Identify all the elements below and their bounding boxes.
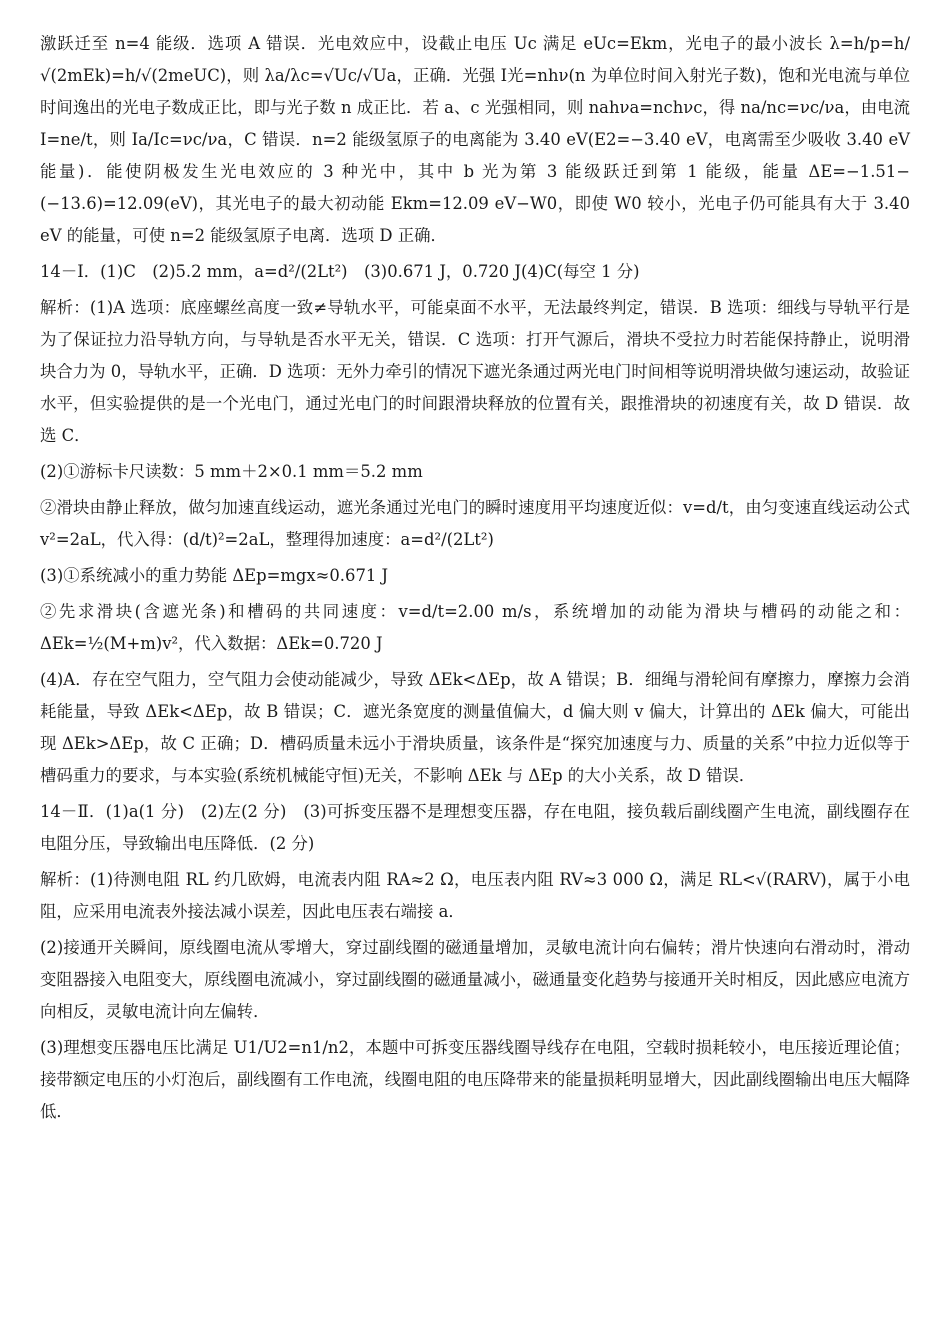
analysis-14-1-part1: 解析：(1)A 选项：底座螺丝高度一致≠导轨水平，可能桌面不水平，无法最终判定，错误．B 选项：细线与导轨平行是为了保证拉力沿导轨方向，与导轨是否水平无关，错误．C 选项：打开气源后，滑块不受拉力时若能保持静止，说明滑块合力为 0，导轨水平，正确．D 选项：无外力牵引的情况下遮光条通过两光电门时间相等说明滑块做匀速运动，故验证水平，但实验提供的是一个光电门，通过光电门的时间跟滑块释放的位置有关，跟推滑块的初速度有关，故 D 错误．故选 C．	[40, 297, 910, 445]
analysis-14-1-part3a: (3)①系统减小的重力势能 ΔEp=mgx≈0.671 J	[40, 565, 389, 585]
analysis-14-1-part4: (4)A．存在空气阻力，空气阻力会使动能减少，导致 ΔEk<ΔEp，故 A 错误；B．细绳与滑轮间有摩擦力，摩擦力会消耗能量，导致 ΔEk<ΔEp，故 B 错误；C．遮光条宽度的测量值偏大，d 偏大则 v 偏大，计算出的 ΔEk 偏大，可能出现 ΔEk>ΔEp，故 C 正确；D．槽码质量未远小于滑块质量，该条件是“探究加速度与力、质量的关系”中拉力近似等于槽码重力的要求，与本实验(系统机械能守恒)无关，不影响 ΔEk 与 ΔEp 的大小关系，故 D 错误．	[40, 669, 910, 785]
answer-14-2: 14－Ⅱ．(1)a(1 分) (2)左(2 分) (3)可拆变压器不是理想变压器，存在电阻，接负载后副线圈产生电流，副线圈存在电阻分压，导致输出电压降低．(2 分)	[40, 801, 910, 853]
analysis-14-2-part2: (2)接通开关瞬间，原线圈电流从零增大，穿过副线圈的磁通量增加，灵敏电流计向右偏转；滑片快速向右滑动时，滑动变阻器接入电阻变大，原线圈电流减小，穿过副线圈的磁通量减小，磁通量变化趋势与接通开关时相反，因此感应电流方向相反，灵敏电流计向左偏转．	[40, 937, 910, 1021]
analysis-14-2-part1: 解析：(1)待测电阻 RL 约几欧姆，电流表内阻 RA≈2 Ω，电压表内阻 RV≈3 000 Ω，满足 RL<√(RARV)，属于小电阻，应采用电流表外接法减小误差，因此电压表右端接 a．	[40, 869, 910, 921]
analysis-14-2-part3: (3)理想变压器电压比满足 U1/U2=n1/n2，本题中可拆变压器线圈导线存在电阻，空载时损耗较小，电压接近理论值；接带额定电压的小灯泡后，副线圈有工作电流，线圈电阻的电压降带来的能量损耗明显增大，因此副线圈输出电压大幅降低．	[40, 1037, 910, 1121]
answer-14-1: 14－Ⅰ．(1)C (2)5.2 mm，a=d²/(2Lt²) (3)0.671 J，0.720 J(4)C(每空 1 分)	[40, 261, 640, 281]
analysis-14-1-part3b: ②先求滑块(含遮光条)和槽码的共同速度：v=d/t=2.00 m/s，系统增加的动能为滑块与槽码的动能之和：ΔEk=½(M+m)v²，代入数据：ΔEk=0.720 J	[40, 601, 910, 653]
analysis-14-1-part2a: (2)①游标卡尺读数：5 mm＋2×0.1 mm＝5.2 mm	[40, 461, 423, 481]
analysis-14-1-part2b: ②滑块由静止释放，做匀加速直线运动，遮光条通过光电门的瞬时速度用平均速度近似：v=d/t，由匀变速直线运动公式 v²=2aL，代入得：(d/t)²=2aL，整理得加速度：a=d²/(2Lt²)	[40, 497, 910, 549]
para-photoelectric: 激跃迁至 n=4 能级．选项 A 错误．光电效应中，设截止电压 Uc 满足 eUc=Ekm，光电子的最小波长 λ=h/p=h/√(2mEk)=h/√(2meUC)，则 λa/λc=√Uc/√Ua，正确．光强 I光=nhν(n 为单位时间入射光子数)，饱和光电流与单位时间逸出的光电子数成正比，即与光子数 n 成正比．若 a、c 光强相同，则 nahνa=nchνc，得 na/nc=νc/νa，由电流 I=ne/t，则 Ia/Ic=νc/νa，C 错误．n=2 能级氢原子的电离能为 3.40 eV(E2=−3.40 eV，电离需至少吸收 3.40 eV 能量)．能使阴极发生光电效应的 3 种光中，其中 b 光为第 3 能级跃迁到第 1 能级，能量 ΔE=−1.51−(−13.6)=12.09(eV)，其光电子的最大初动能 Ekm=12.09 eV−W0，即使 W0 较小，光电子仍可能具有大于 3.40 eV 的能量，可使 n=2 能级氢原子电离．选项 D 正确．	[40, 34, 910, 245]
